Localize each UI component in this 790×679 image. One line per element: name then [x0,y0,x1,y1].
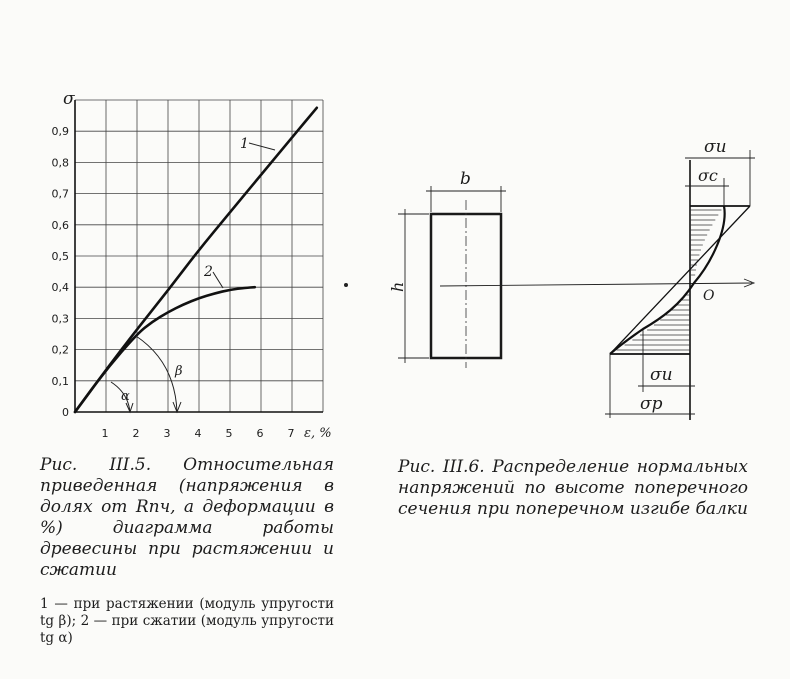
x-tick-label: 3 [163,427,171,440]
y-tick-label: 0,8 [51,156,69,170]
y-axis-label: σ [63,89,75,109]
sigma-p-label: σp [640,394,663,414]
y-tick-label: 0,4 [51,281,69,295]
figure5-caption: Рис. III.5. Относительная приведенная (напряжения в долях от Rпч, а деформации в %) диаграмма работы древесины при растяжении и сжатии [40,455,334,580]
x-tick-label: 1 [101,427,109,440]
dim-h-label: h [388,281,407,292]
linear-stress-line [610,206,750,354]
x-tick-label: 2 [132,427,140,440]
series-2-label: 2 [204,264,213,280]
series-2-leader [213,272,223,288]
y-tick-label: 0,5 [51,250,69,263]
chart-series [75,108,317,412]
y-tick-label: 0,7 [51,187,69,201]
series-1-label: 1 [240,136,249,152]
y-tick-label: 0,3 [51,312,69,326]
stray-dot [344,283,348,287]
sigma-u-top-label: σu [704,137,727,157]
y-tick-label: 0 [62,406,69,419]
x-axis-label: ε, % [304,426,332,441]
figure5-note: 1 — при растяжении (модуль упругости tg β); 2 — при сжатии (модуль упругости tg α) [40,596,334,646]
figure6-caption: Рис. III.6. Распределение нормальных напряжений по высоте поперечного сечения при поперечном изгибе балки [398,457,748,519]
zero-point-label: O [703,288,715,304]
y-tick-label: 0,1 [51,374,69,388]
y-tick-label: 0,2 [51,343,69,357]
x-tick-label: 6 [256,427,264,440]
dim-b-label: b [460,169,471,189]
fig5-chart [52,89,332,441]
fig6-diagram [344,137,755,420]
y-tick-labels [52,125,70,419]
y-tick-label: 0,6 [51,218,69,232]
beta-arc [136,336,177,412]
series-1-leader [249,143,275,150]
y-tick-label: 0,9 [51,125,69,139]
sigma-c-label: σc [698,166,718,185]
x-tick-labels [102,427,295,440]
x-tick-label: 4 [194,427,202,440]
actual-stress-curve [610,206,725,354]
stress-hatching [616,210,721,350]
sigma-u-bottom-label: σu [650,365,673,385]
neutral-axis [440,283,752,286]
alpha-label: α [121,389,130,404]
x-tick-label: 5 [225,427,233,440]
x-tick-label: 7 [287,427,295,440]
beta-label: β [175,364,183,379]
series-1-line [75,108,317,412]
